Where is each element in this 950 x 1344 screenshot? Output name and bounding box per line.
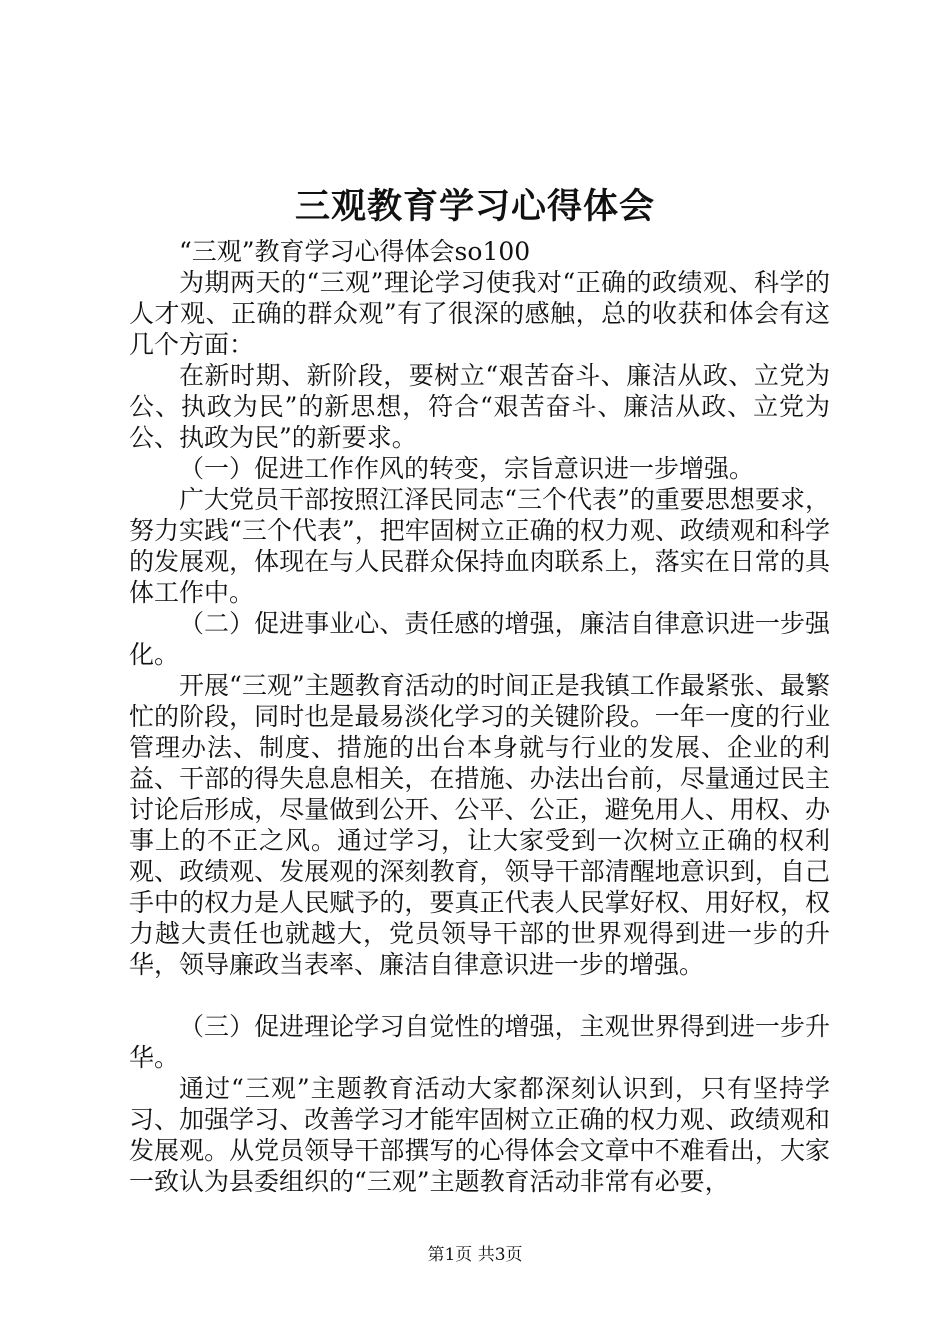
section-heading: （三）促进理论学习自觉性的增强，主观世界得到进一步升华。	[129, 1012, 830, 1072]
section-heading: （一）促进工作作风的转变，宗旨意识进一步增强。	[179, 454, 755, 483]
paragraph: 通过“三观”主题教育活动大家都深刻认识到，只有坚持学习、加强学习、改善学习才能牢固树立正确的权力观、政绩观和发展观。从党员领导干部撰写的心得体会文章中不难看出，大家一致认为县委组织的“三观”主题教育活动非常有必要，	[129, 1074, 830, 1196]
document-body	[129, 236, 830, 1197]
paragraph: 开展“三观”主题教育活动的时间正是我镇工作最紧张、最繁忙的阶段，同时也是最易淡化学习的关键阶段。一年一度的行业管理办法、制度、措施的出台本身就与行业的发展、企业的利益、干部的得失息息相关，在措施、办法出台前，尽量通过民主讨论后形成，尽量做到公开、公平、公正，避免用人、用权、办事上的不正之风。通过学习，让大家受到一次树立正确的权利观、政绩观、发展观的深刻教育，领导干部清醒地意识到，自己手中的权力是人民赋予的，要真正代表人民掌好权、用好权，权力越大责任也就越大，党员领导干部的世界观得到进一步的升华，领导廉政当表率、廉洁自律意识进一步的增强。	[129, 671, 830, 979]
paragraph: 广大党员干部按照江泽民同志“三个代表”的重要思想要求，努力实践“三个代表”，把牢固树立正确的权力观、政绩观和科学的发展观，体现在与人民群众保持血肉联系上，落实在日常的具体工作中。	[129, 485, 830, 607]
paragraph: 为期两天的“三观”理论学习使我对“正确的政绩观、科学的人才观、正确的群众观”有了很深的感触，总的收获和体会有这几个方面：	[129, 268, 830, 359]
paragraph-subtitle: “三观”教育学习心得体会so100	[179, 237, 531, 266]
page-number-footer: 第1页 共3页	[427, 1245, 523, 1265]
paragraph: 在新时期、新阶段，要树立“艰苦奋斗、廉洁从政、立党为公、执政为民”的新思想，符合“艰苦奋斗、廉洁从政、立党为公、执政为民”的新要求。	[129, 361, 830, 452]
section-heading: （二）促进事业心、责任感的增强，廉洁自律意识进一步强化。	[129, 609, 830, 669]
document-title: 三观教育学习心得体会	[294, 186, 655, 227]
